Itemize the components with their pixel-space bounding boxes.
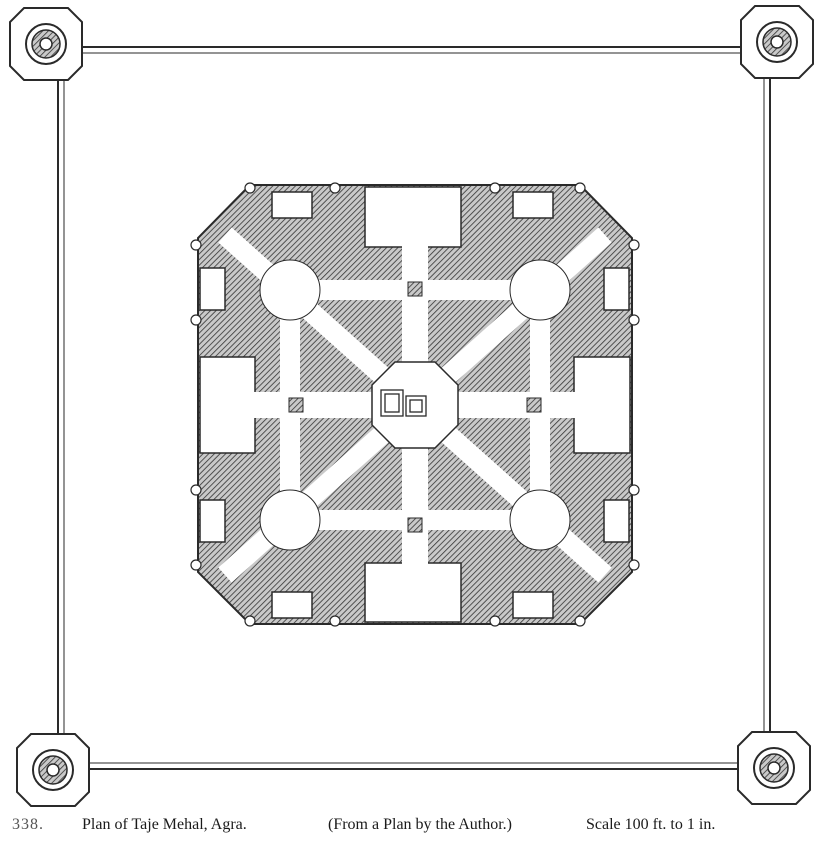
figure-title: Plan of Taje Mehal, Agra. (82, 816, 247, 833)
minaret-northeast (741, 6, 813, 78)
figure-number: 338. (12, 816, 44, 833)
mausoleum-plan (191, 183, 639, 626)
figure-source: (From a Plan by the Author.) (328, 816, 512, 833)
figure-scale: Scale 100 ft. to 1 in. (586, 816, 716, 833)
figure-caption (0, 812, 831, 842)
minaret-southwest (17, 734, 89, 806)
minaret-southeast (738, 732, 810, 804)
minaret-northwest (10, 8, 82, 80)
